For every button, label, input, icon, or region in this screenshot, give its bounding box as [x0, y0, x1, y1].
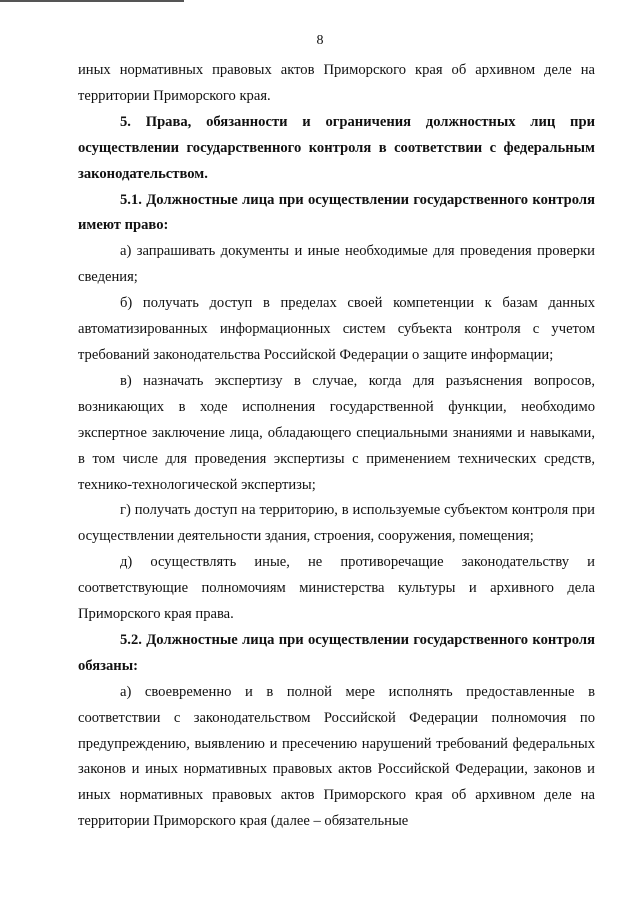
section-5-1-item-b: б) получать доступ в пределах своей компетенции к базам данных автоматизированных информационных систем субъекта контроля с учетом требований законодательства Российской Федерации о защите информации; — [78, 295, 595, 363]
document-body — [78, 58, 595, 835]
section-5-1-item-d: д) осуществлять иные, не противоречащие законодательству и соответствующие полномочиям министерства культуры и архивного дела Приморского края права. — [78, 554, 595, 623]
section-5-1-heading: 5.1. Должностные лица при осуществлении государственного контроля имеют право: — [78, 191, 595, 234]
section-5-1-item-v: в) назначать экспертизу в случае, когда для разъяснения вопросов, возникающих в ходе исполнения государственной функции, необходимо экспертное заключение лица, обладающего специальными знаниями и навыками, в том числе для проведения экспертизы с применением технических средств, технико-технологической экспертизы; — [78, 372, 595, 493]
section-5-1-item-a: а) запрашивать документы и иные необходимые для проведения проверки сведения; — [78, 243, 595, 286]
paragraph-continuation: иных нормативных правовых актов Приморского края об архивном деле на территории Приморского края. — [78, 62, 595, 104]
top-rule-divider — [0, 0, 184, 2]
section-5-heading: 5. Права, обязанности и ограничения должностных лиц при осуществлении государственного контроля в соответствии с федеральным законодательством. — [78, 113, 595, 182]
section-5-2-item-a: а) своевременно и в полной мере исполнять предоставленные в соответствии с законодательством Российской Федерации полномочия по предупреждению, выявлению и пресечению нарушений требований федеральных законов и иных нормативных правовых актов Российской Федерации, законов и иных нормативных правовых актов Приморского края об архивном деле на территории Приморского края (далее – обязательные — [78, 683, 595, 830]
page-number: 8 — [316, 33, 324, 48]
section-5-2-heading: 5.2. Должностные лица при осуществлении государственного контроля обязаны: — [78, 631, 595, 674]
section-5-1-item-g: г) получать доступ на территорию, в используемые субъектом контроля при осуществлении деятельности здания, строения, сооружения, помещения; — [78, 502, 595, 545]
